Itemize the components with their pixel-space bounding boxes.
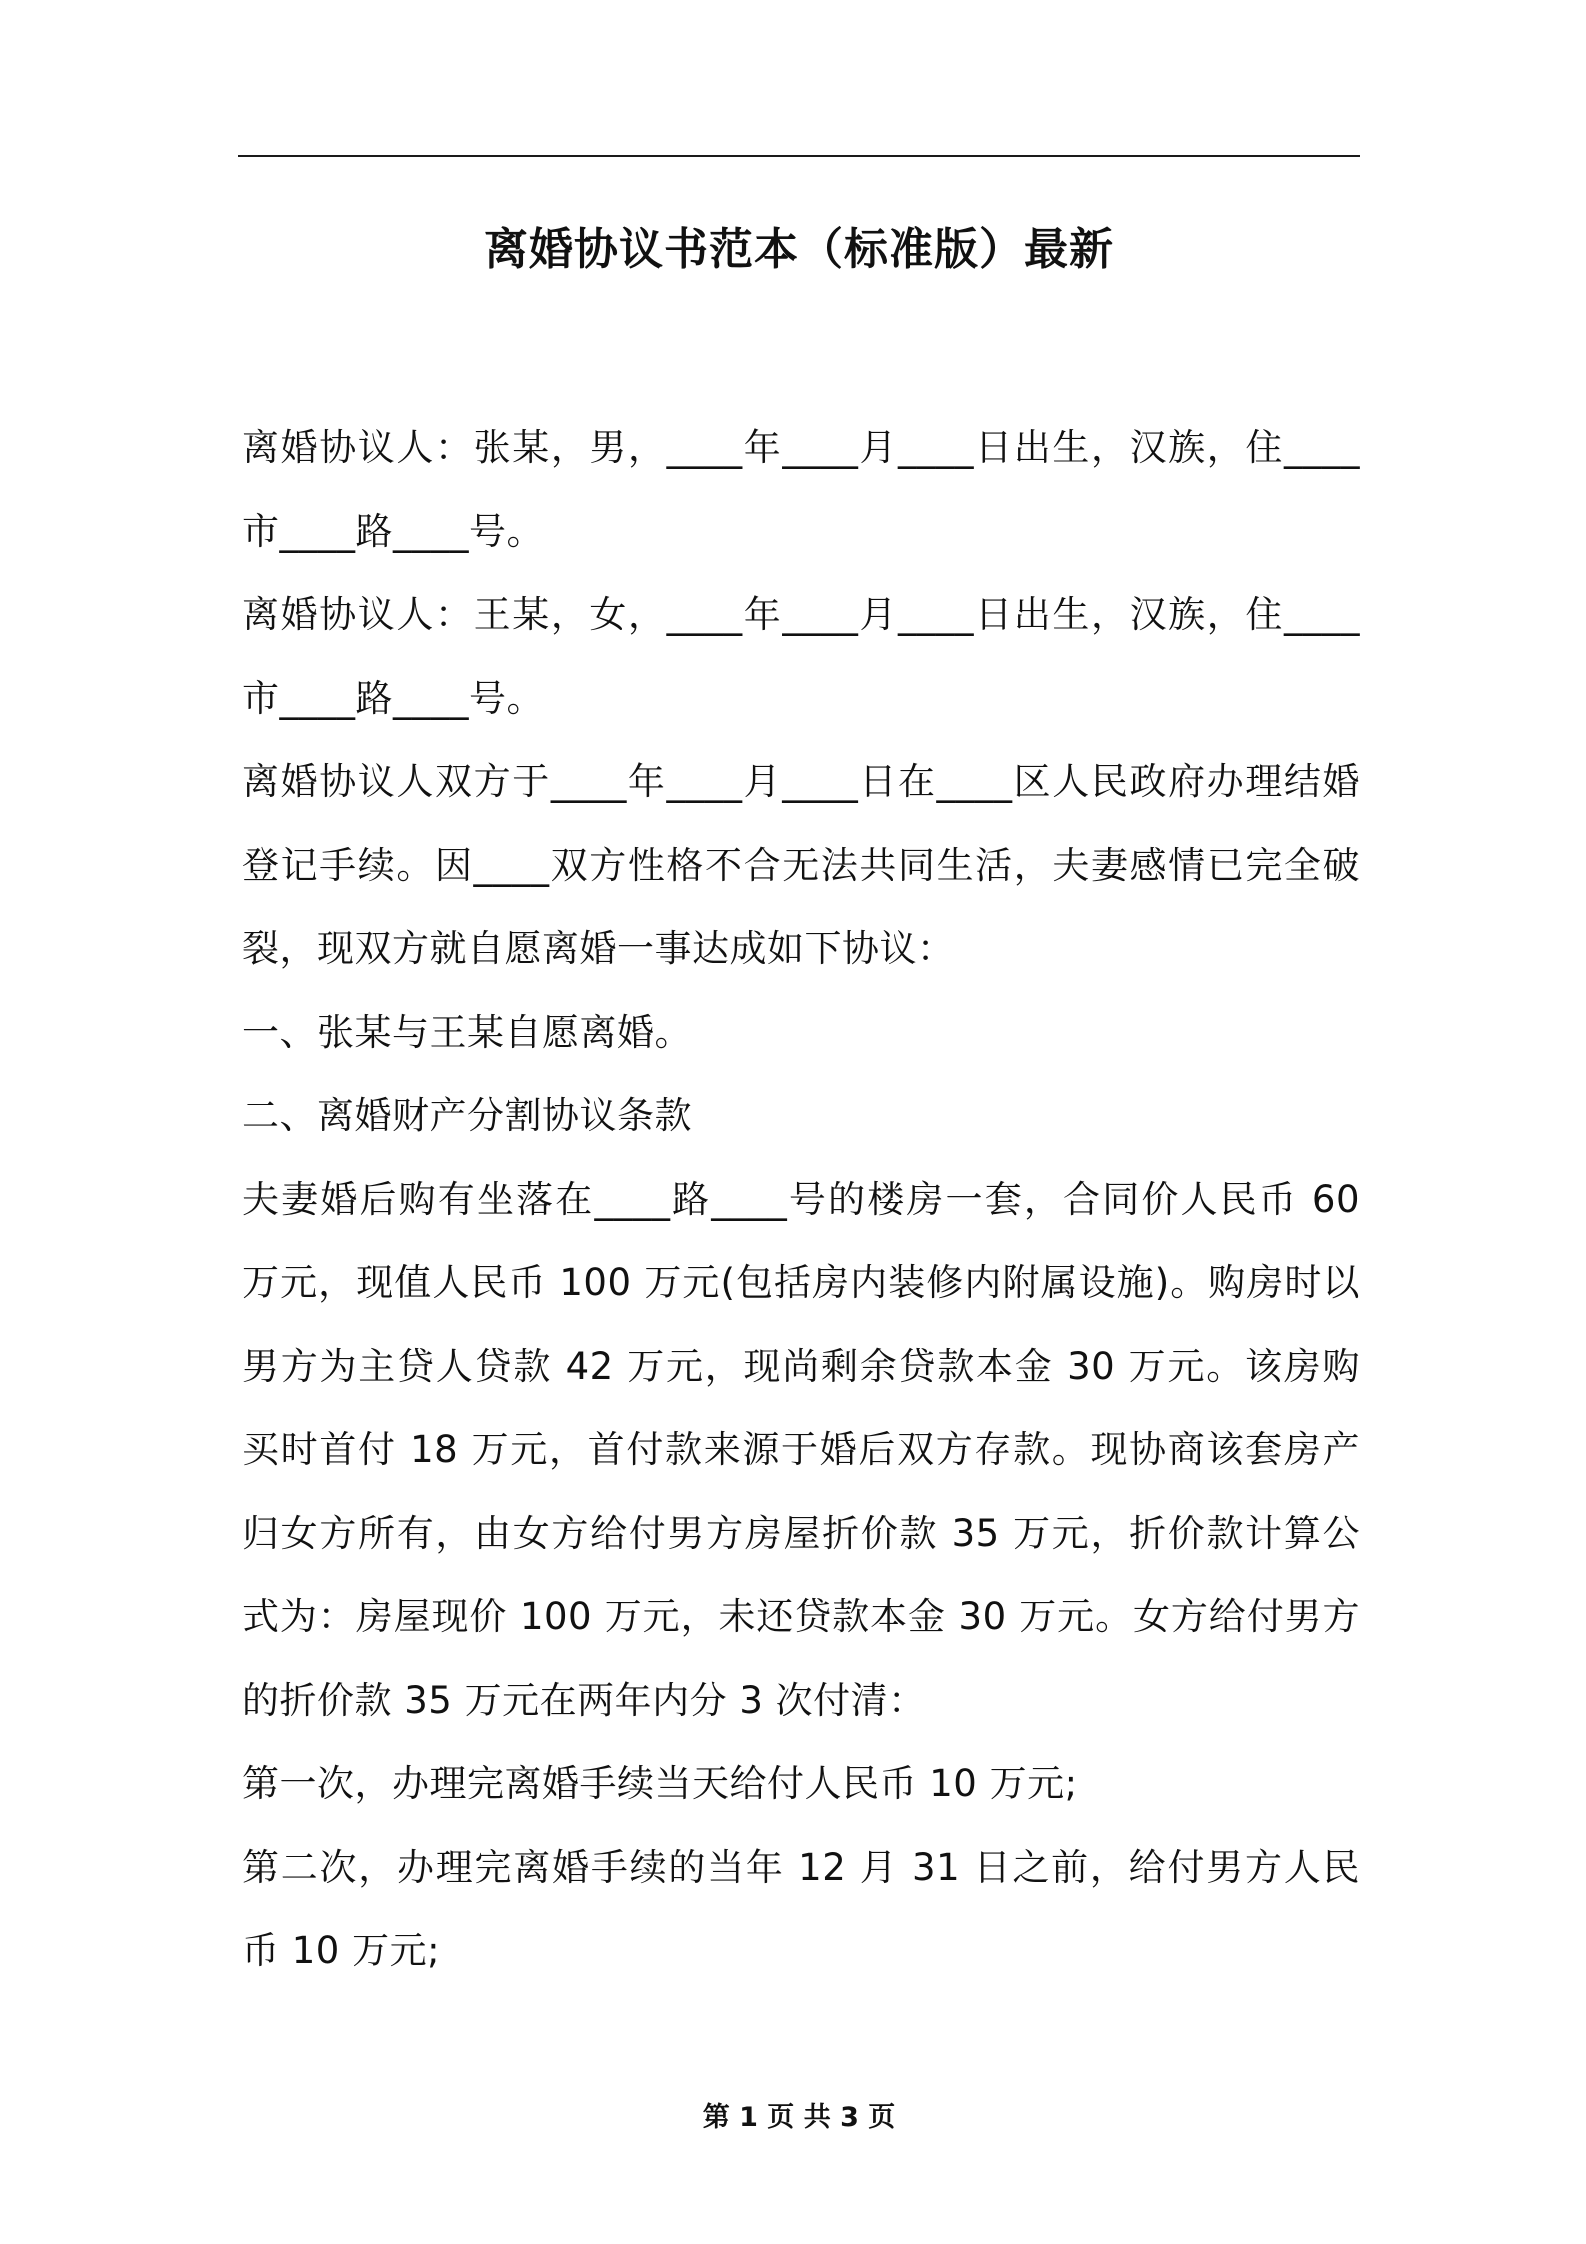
clause-two-heading: 二、离婚财产分割协议条款 [242, 1094, 692, 1137]
party-female-paragraph: 离婚协议人：王某，女，____年____月____日出生，汉族，住____市____路____号。 [242, 593, 1360, 720]
page-number-footer: 第 1 页 共 3 页 [702, 2102, 896, 2133]
clause-one-heading: 一、张某与王某自愿离婚。 [242, 1010, 692, 1054]
header-rule [238, 155, 1360, 157]
marriage-background-paragraph: 离婚协议人双方于____年____月____日在____区人民政府办理结婚登记手续。因____双方性格不合无法共同生活，夫妻感情已完全破裂，现双方就自愿离婚一事达成如下协议： [242, 760, 1360, 970]
document-title: 离婚协议书范本（标准版）最新 [484, 224, 1114, 275]
document-body [242, 406, 1360, 1993]
first-payment-paragraph: 第一次，办理完离婚手续当天给付人民币 10 万元; [242, 1762, 1078, 1805]
second-payment-paragraph: 第二次，办理完离婚手续的当年 12 月 31 日之前，给付男方人民币 10 万元; [242, 1845, 1360, 1972]
party-male-paragraph: 离婚协议人：张某，男，____年____月____日出生，汉族，住____市____路____号。 [242, 426, 1360, 553]
property-division-paragraph: 夫妻婚后购有坐落在____路____号的楼房一套，合同价人民币 60 万元，现值人民币 100 万元(包括房内装修内附属设施)。购房时以男方为主贷人贷款 42 万元，现尚剩余贷款本金 30 万元。该房购买时首付 18 万元，首付款来源于婚后双方存款。现协商该套房产归女方所有，由女方给付男方房屋折价款 35 万元，折价款计算公式为：房屋现价 100 万元，未还贷款本金 30 万元。女方给付男方的折价款 35 万元在两年内分 3 次付清： [242, 1177, 1360, 1722]
